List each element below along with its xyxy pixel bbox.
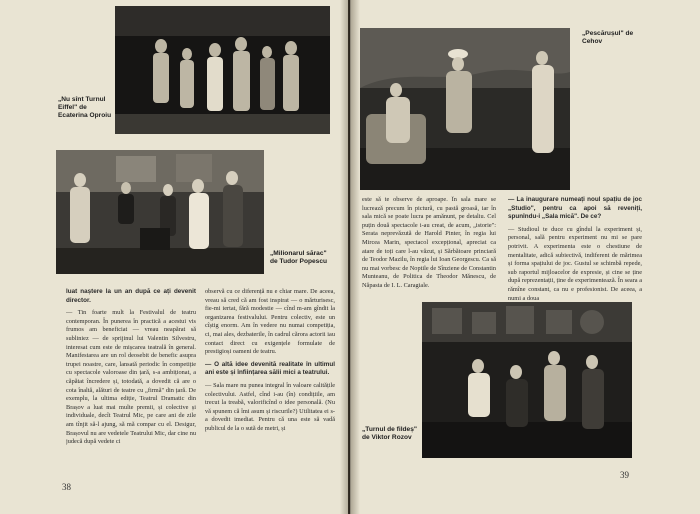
left-column-2 <box>205 288 335 488</box>
caption-pescarusul: „Pescărușul" de Cehov <box>582 30 634 45</box>
caption-nu-sint-turnul-eiffel: „Nu sînt Turnul Eiffel" de Ecaterina Oproiu <box>58 96 112 119</box>
right-column-1 <box>362 196 496 296</box>
photo-milionarul-sarac <box>56 150 264 274</box>
interview-answer-festival-cont: observă cu ce diferență nu e chiar mare. De aceea, vreau să cred că am fost inspirat — o mărturisesc, fie-mi iertat, fără modestie — cînd m-am gîndit la organizarea festivalului. Pentru colectiv, este un cîștig enorm. Am în vedere nu numai competiția, ci, mai ales, dezbaterile, în cadrul cărora actorii iau contact direct cu exigențele formulate de prestigioși oameni de teatru. <box>205 288 335 356</box>
interview-question-sala-mica: — O altă idee devenită realitate în ultimul ani este și înființarea sălii mici a teatrului. <box>205 360 335 377</box>
book-gutter <box>340 0 360 514</box>
left-column-1 <box>66 288 196 488</box>
page-number-right: 39 <box>620 470 629 480</box>
interview-question-studio: — La inaugurare numeați noul spațiu de joc „Studio", pentru ca apoi să reveniți, spunîndu-i „Sala mică". De ce? <box>508 196 642 221</box>
photo-nu-sint-turnul-eiffel <box>115 6 330 134</box>
photo-turnul-de-fildes <box>422 302 632 458</box>
caption-milionarul-sarac: „Milionarul sărac" de Tudor Popescu <box>270 250 328 265</box>
page-number-left: 38 <box>62 482 71 492</box>
interview-question-festival: luat naștere la un an după ce ați devenit director. <box>66 288 196 304</box>
caption-turnul-de-fildes: „Turnul de fildeș" de Viktor Rozov <box>362 426 418 441</box>
left-page <box>0 0 348 514</box>
interview-answer-sala-mica: — Sala mare nu punea integral în valoare calitățile colectivului. Astfel, cînd i-au (în) condițiile, am trecut la treabă, valorificînd o idee personală. (Nu vă spunem că îmi asum și riscurile?) Utilitatea ei s-a dovedit imediat. Pentru că una este să vadă publicul de la o sută de metri, și <box>205 381 335 432</box>
photo-pescarusul <box>360 28 570 190</box>
interview-answer-repertoire: este să te observe de aproape. În sala mare se lucrează precum în pictură, cu pastă groasă, iar în sala mică se poate lucra pe amănunt, pe detaliu. Cel puțin două spectacole i-au creat, de acum, „istorie": Serata neprevăzută de Harold Pinter, în regia lui Mircea Marin, spectacol excepțional, apreciat ca atare de toți care l-au văzut, și Sărbătoare princiară de Teodor Mazilu, în regia lui Ioan Georgescu. Ca să nu mai vorbesc de Noptile de Sînziene de Constantin Munteanu, de Politica de Theodor Mănescu, de Năpasta de I. L. Caragiale. <box>362 196 496 289</box>
right-page <box>350 0 700 514</box>
interview-answer-studio: — Studioul te duce cu gîndul la experiment și, personal, sală pentru experiment nu mi se pare potrivit. A experimenta este o chestiune de mentalitate, adică subiectivă, indiferent de mărimea și forma spațiului de joc. Gustul se schimbă repede, sub raportul mijloacelor de expresie, și cine se ține după reprezentații, ține de experimentează. În seara a rămîne constant, ca nu e profesionist. De aceea, a numi a doua <box>508 225 642 302</box>
interview-answer-festival: — Tin foarte mult la Festivalul de teatru contemporan. În punerea în practică a acestui vis frumos am beneficiat — vreau neapărat să subliniez — de sprijinul lui Valentin Silvestru, interesat cum este de mișcarea teatrală în general. Manifestarea are un rol deosebit de benefic asupra trupei noastre, care, lansată periodic în competiție cu spectacole valoroase din țară, s-a ambiționat, a căpătat încredere și, totodată, a dovedit că are o cota înaltă, alături de teatre cu „firmă" din țară. De exemplu, la ultima ediție, Teatrul Dramatic din Brașov a luat mai multe premii, și colective și individuale, decît Teatrul Mic, pe care ani de zile am tînjit să-l ajung, să mă compar cu el. Desigur, Brașovul nu are vedetele Teatrului Mic, dar cine nu judecă după vedete ci <box>66 309 196 446</box>
